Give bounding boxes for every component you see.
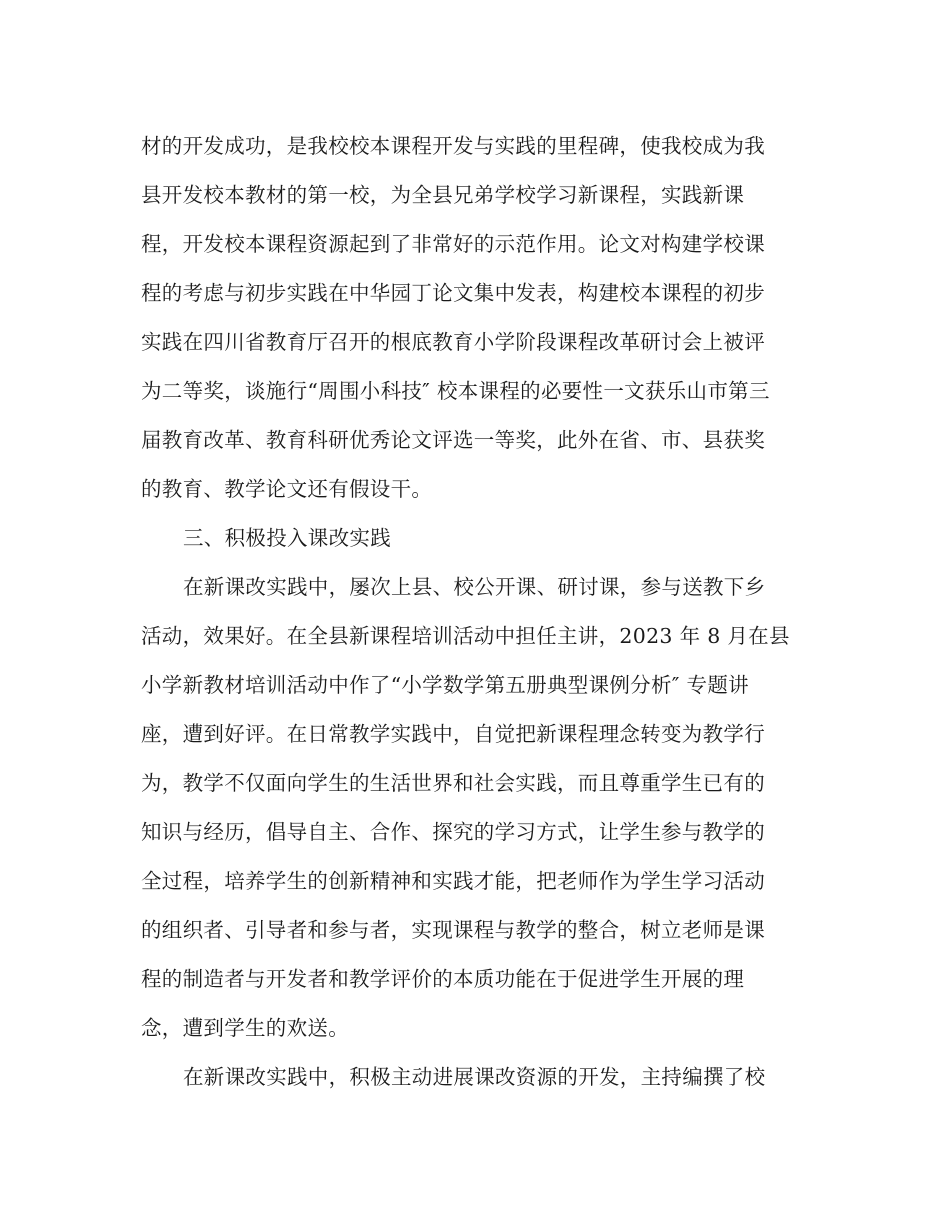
paragraph-resource-development [141, 1053, 809, 1102]
paragraph-curriculum-practice [141, 563, 809, 1053]
text-line: 活动，效果好。在全县新课程培训活动中担任主讲，2023 年 8 月在县 [141, 624, 790, 648]
section-heading-text: 三、积极投入课改实践 [183, 526, 391, 550]
text-line: 为，教学不仅面向学生的生活世界和社会实践，而且尊重学生已有的 [141, 771, 765, 795]
text-line: 为二等奖，谈施行“周围小科技″ 校本课程的必要性一文获乐山市第三 [141, 379, 770, 403]
text-line: 材的开发成功，是我校校本课程开发与实践的里程碑，使我校成为我 [141, 134, 765, 158]
text-line: 程的考虑与初步实践在中华园丁论文集中发表，构建校本课程的初步 [141, 281, 765, 305]
text-line: 程，开发校本课程资源起到了非常好的示范作用。论文对构建学校课 [141, 232, 765, 256]
text-line: 全过程，培养学生的创新精神和实践才能，把老师作为学生学习活动 [141, 869, 765, 893]
text-line: 县开发校本教材的第一校，为全县兄弟学校学习新课程，实践新课 [141, 183, 745, 207]
text-line: 的教育、教学论文还有假设干。 [141, 477, 433, 501]
text-line: 届教育改革、教育科研优秀论文评选一等奖，此外在省、市、县获奖 [141, 428, 765, 452]
text-line: 念，遭到学生的欢送。 [141, 1016, 349, 1040]
text-line: 在新课改实践中，屡次上县、校公开课、研讨课，参与送教下乡 [183, 575, 766, 599]
text-line: 知识与经历，倡导自主、合作、探究的学习方式，让学生参与教学的 [141, 820, 765, 844]
section-heading [141, 514, 809, 563]
text-line: 实践在四川省教育厅召开的根底教育小学阶段课程改革研讨会上被评 [141, 330, 765, 354]
paragraph-textbook-achievements [141, 122, 809, 514]
text-line: 程的制造者与开发者和教学评价的本质功能在于促进学生开展的理 [141, 967, 745, 991]
document-body [141, 122, 809, 1102]
text-line: 小学新教材培训活动中作了“小学数学第五册典型课例分析″ 专题讲 [141, 673, 749, 697]
text-line: 座，遭到好评。在日常教学实践中，自觉把新课程理念转变为教学行 [141, 722, 765, 746]
text-line: 在新课改实践中，积极主动进展课改资源的开发，主持编撰了校 [183, 1065, 766, 1089]
text-line: 的组织者、引导者和参与者，实现课程与教学的整合，树立老师是课 [141, 918, 765, 942]
